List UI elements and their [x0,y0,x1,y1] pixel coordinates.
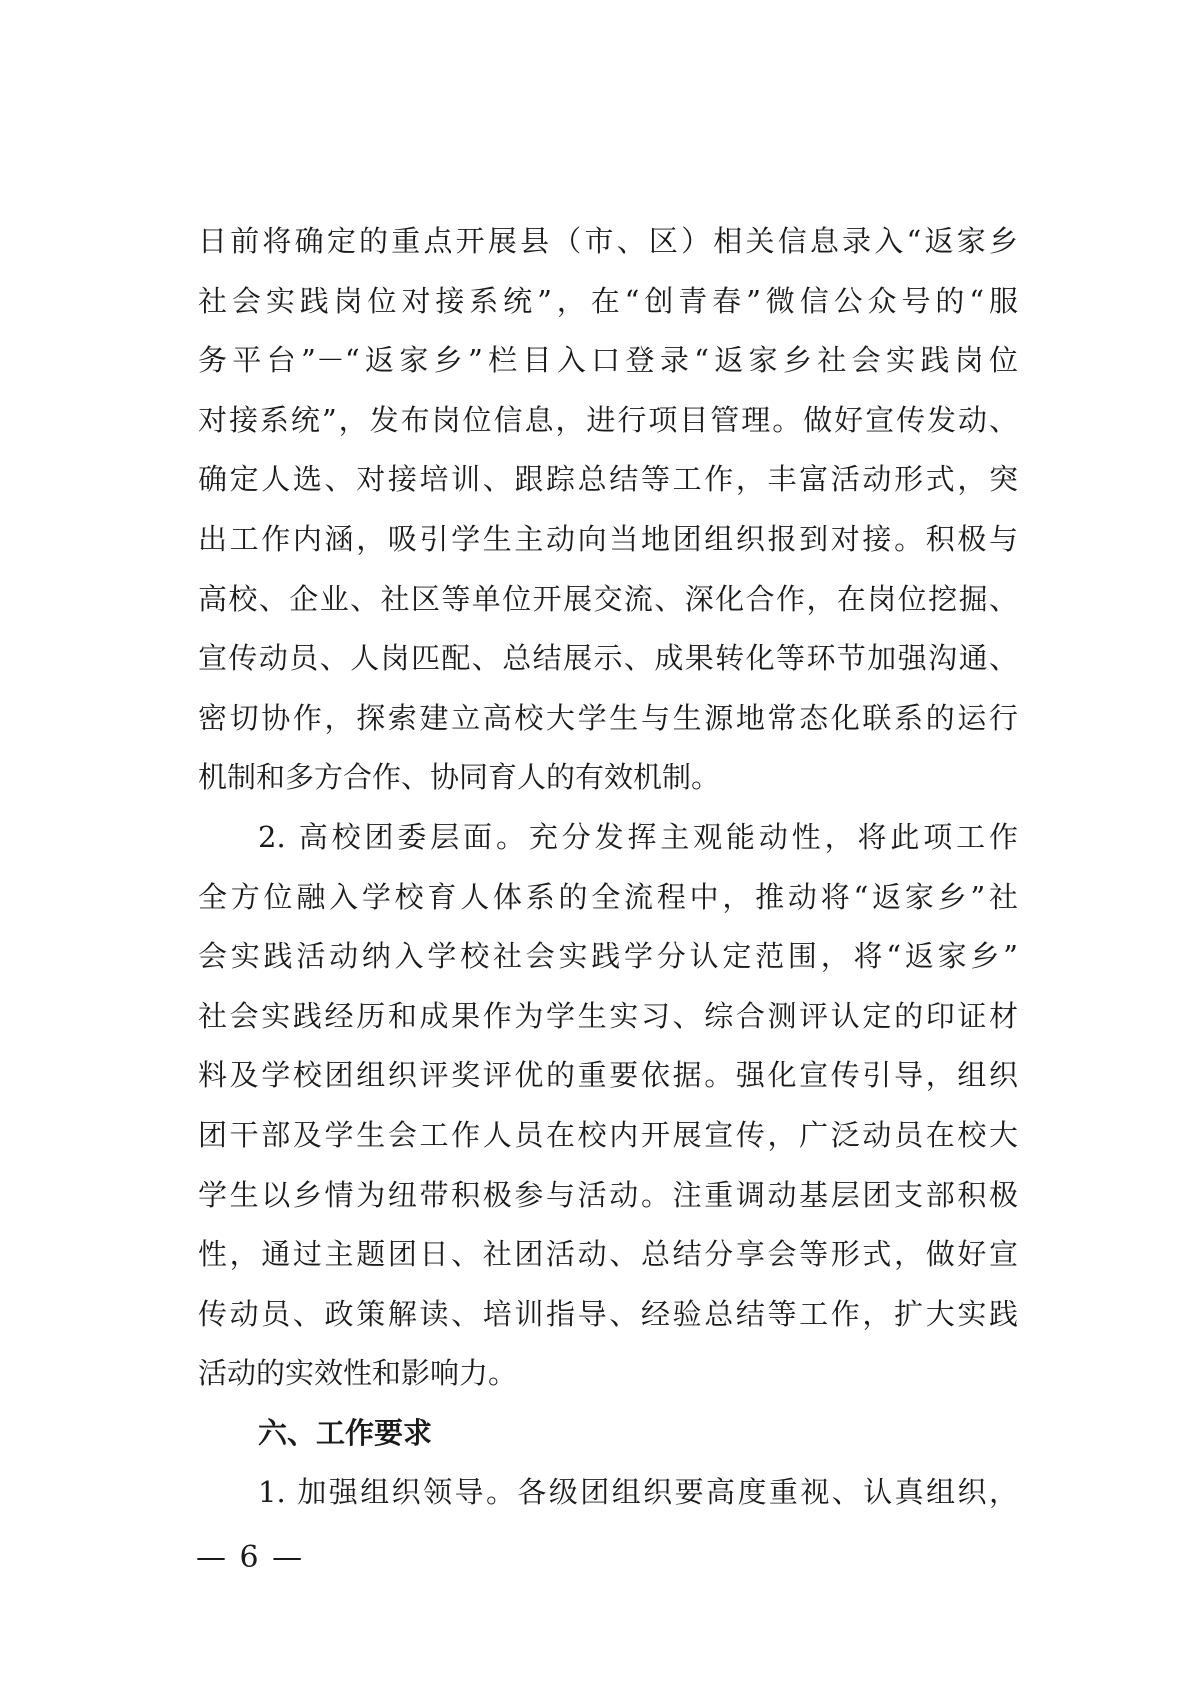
text-line: 料及学校团组织评奖评优的重要依据。强化宣传引导，组织 [198,1058,1018,1093]
text-line: 社会实践经历和成果作为学生实习、综合测评认定的印证材 [198,998,1018,1033]
text-line: 会实践活动纳入学校社会实践学分认定范围，将“返家乡” [198,939,1018,974]
text-line: 全方位融入学校育人体系的全流程中，推动将“返家乡”社 [198,879,1018,914]
document-body [198,212,1018,1523]
text-line: 宣传动员、人岗匹配、总结展示、成果转化等环节加强沟通、 [198,641,1018,676]
paragraph-university-league [198,808,1018,1404]
text-line: 对接系统”，发布岗位信息，进行项目管理。做好宣传发动、 [198,402,1018,437]
text-line: 务平台”－“返家乡”栏目入口登录“返家乡社会实践岗位 [198,343,1018,378]
text-line: 日前将确定的重点开展县（市、区）相关信息录入“返家乡 [198,224,1018,258]
text-line: 2. 高校团委层面。充分发挥主观能动性，将此项工作 [258,819,1018,854]
text-line: 1. 加强组织领导。各级团组织要高度重视、认真组织， [258,1475,1018,1510]
paragraph-continued [198,212,1018,808]
text-line: 高校、企业、社区等单位开展交流、深化合作，在岗位挖掘、 [198,581,1018,616]
section-heading: 六、工作要求 [258,1415,433,1450]
text-line: 学生以乡情为纽带积极参与活动。注重调动基层团支部积极 [198,1177,1018,1212]
text-line: 密切协作，探索建立高校大学生与生源地常态化联系的运行 [198,700,1018,735]
text-line: 团干部及学生会工作人员在校内开展宣传，广泛动员在校大 [198,1117,1018,1152]
text-line: 社会实践岗位对接系统”，在“创青春”微信公众号的“服 [198,283,1018,318]
text-line: 出工作内涵，吸引学生主动向当地团组织报到对接。积极与 [198,521,1018,556]
text-line: 确定人选、对接培训、跟踪总结等工作，丰富活动形式，突 [198,462,1018,497]
text-line: 机制和多方合作、协同育人的有效机制。 [198,760,721,795]
paragraph-work-requirements [198,1463,1018,1523]
text-line: 传动员、政策解读、培训指导、经验总结等工作，扩大实践 [198,1296,1018,1331]
text-line: 活动的实效性和影响力。 [198,1356,518,1391]
page-number: — 6 — [196,1540,305,1575]
text-line: 性，通过主题团日、社团活动、总结分享会等形式，做好宣 [198,1237,1018,1272]
